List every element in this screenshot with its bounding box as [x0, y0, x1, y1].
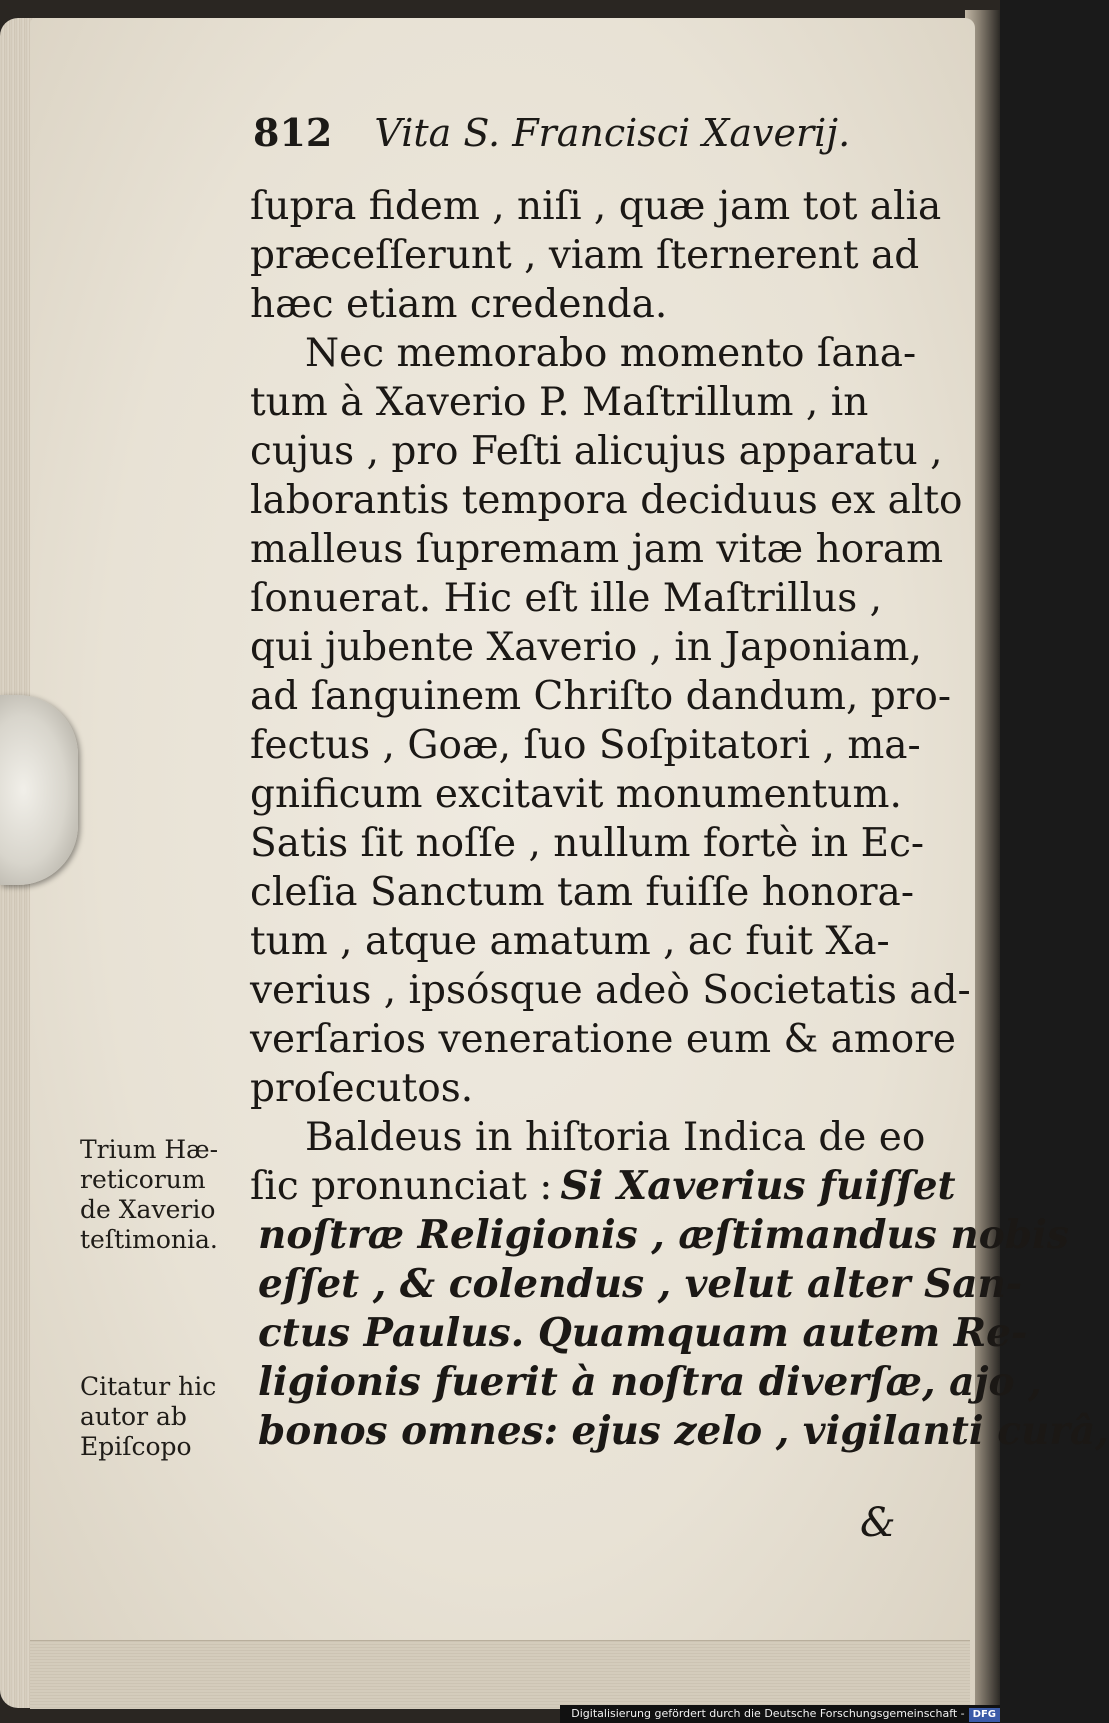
text-line: [250, 476, 963, 525]
text-line: [250, 917, 910, 966]
text-line: [250, 182, 942, 231]
text-line-roman: laborantis tempora deciduus ex alto: [250, 478, 963, 523]
catchword: &: [860, 1500, 896, 1546]
margin-note-line: de Xaverio: [80, 1195, 216, 1224]
text-line-roman: gnificum excitavit monumentum.: [250, 772, 902, 817]
text-line: [250, 378, 910, 427]
running-head: Vita S. Francisci Xaverij.: [374, 111, 851, 155]
text-line-italic: ctus Paulus. Quamquam autem Re-: [258, 1310, 1028, 1356]
page-bottom-edge: [30, 1640, 970, 1709]
text-line: [250, 966, 971, 1015]
text-line: [250, 672, 952, 721]
text-line: [250, 1015, 956, 1064]
text-line: [250, 623, 922, 672]
text-line-roman: malleus ſupremam jam vitæ horam: [250, 527, 944, 572]
page-number: 812: [253, 110, 333, 155]
text-line-roman: qui jubente Xaverio , in Japoniam,: [250, 625, 922, 670]
body-text: [250, 182, 1109, 1456]
margin-note-line: Citatur hic: [80, 1372, 217, 1401]
text-line-roman: ſic pronunciat :: [250, 1164, 553, 1209]
text-line-italic: bonos omnes: ejus zelo , vigilanti curâ,: [258, 1408, 1109, 1454]
text-line: [250, 1113, 926, 1162]
margin-note-line: Trium Hæ-: [80, 1135, 219, 1164]
text-line: [250, 819, 925, 868]
text-line-roman: Satis ſit noſſe , nullum fortè in Ec-: [250, 821, 925, 866]
text-line: [250, 1064, 910, 1113]
margin-note-citatur: [80, 1372, 240, 1462]
margin-note-line: autor ab: [80, 1402, 187, 1431]
text-line-roman: Baldeus in hiſtoria Indica de eo: [305, 1115, 926, 1160]
text-line: [250, 574, 910, 623]
page-clip-holder: [0, 695, 78, 885]
text-line: [250, 280, 910, 329]
text-line-roman: proſecutos.: [250, 1066, 474, 1111]
text-line: [250, 231, 920, 280]
digitization-footer: [560, 1705, 1000, 1723]
text-line: [250, 1309, 1028, 1358]
page-header: [253, 110, 853, 155]
margin-note-line: reticorum: [80, 1165, 206, 1194]
footer-credit: Digitalisierung gefördert durch die Deutsche Forschungsgemeinschaft -: [571, 1707, 965, 1720]
text-line-roman: tum à Xaverio P. Maſtrillum , in: [250, 380, 869, 425]
text-line: [250, 770, 910, 819]
text-line-italic: Si Xaverius fuiſſet: [560, 1163, 956, 1209]
text-line: [250, 427, 943, 476]
text-line-roman: verſarios veneratione eum & amore: [250, 1017, 956, 1062]
text-line-italic: ligionis fuerit à noſtra diverſæ, ajo ,: [258, 1359, 1042, 1405]
text-line: [250, 1358, 1042, 1407]
text-line: [250, 868, 914, 917]
dfg-logo: DFG: [969, 1708, 1000, 1722]
margin-note-heretics: [80, 1135, 240, 1255]
text-line-roman: ſupra fidem , niſi , quæ jam tot alia: [250, 184, 942, 229]
text-line: [250, 329, 917, 378]
text-line-roman: cujus , pro Feſti alicujus apparatu ,: [250, 429, 943, 474]
text-line-roman: fectus , Goæ, ſuo Soſpitatori , ma-: [250, 723, 921, 768]
text-line-roman: præceſſerunt , viam ſternerent ad: [250, 233, 920, 278]
text-line-roman: ſonuerat. Hic eſt ille Maſtrillus ,: [250, 576, 883, 621]
text-line-roman: Nec memorabo momento ſana-: [305, 331, 917, 376]
text-line-roman: verius , ipsósque adeò Societatis ad-: [250, 968, 971, 1013]
margin-note-line: teſtimonia.: [80, 1225, 218, 1254]
text-line: [250, 1211, 1069, 1260]
margin-note-line: Epiſcopo: [80, 1432, 192, 1461]
text-line-roman: cleſia Sanctum tam fuiſſe honora-: [250, 870, 914, 915]
text-line: [250, 1407, 1109, 1456]
text-line-roman: hæc etiam credenda.: [250, 282, 668, 327]
text-line-roman: tum , atque amatum , ac fuit Xa-: [250, 919, 890, 964]
text-line: [250, 1260, 1023, 1309]
text-line: [250, 525, 944, 574]
text-line-italic: noſtræ Religionis , æſtimandus nobis: [258, 1212, 1069, 1258]
text-line: [250, 721, 921, 770]
text-line: [250, 1162, 956, 1211]
text-line-roman: ad ſanguinem Chriſto dandum, pro-: [250, 674, 952, 719]
text-line-italic: eſſet , & colendus , velut alter San-: [258, 1261, 1023, 1307]
